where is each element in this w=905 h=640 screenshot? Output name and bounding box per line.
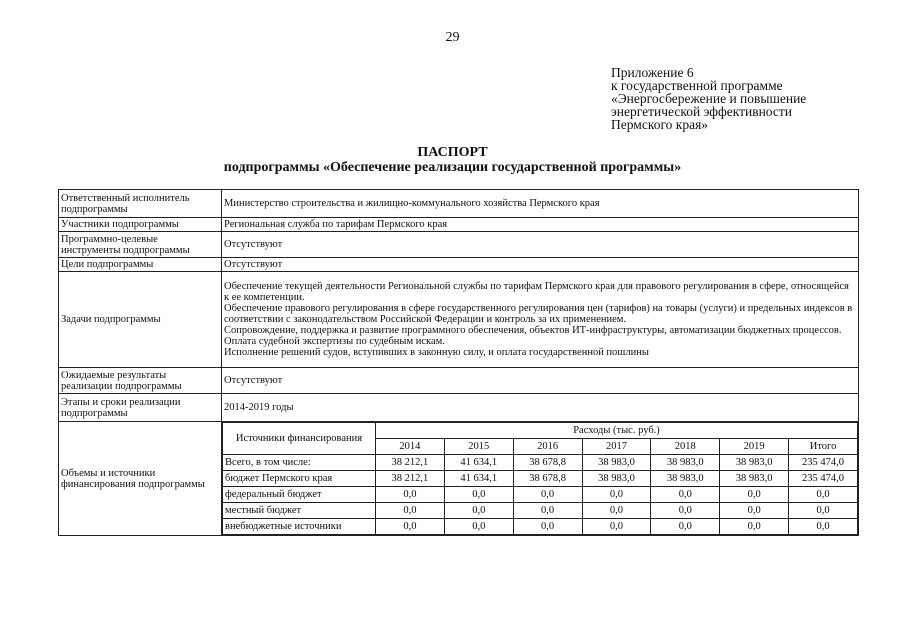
fin-row-regional (223, 471, 858, 487)
value-cell: 38 983,0 (720, 471, 789, 487)
value-cell: 0,0 (376, 519, 445, 535)
value-cell: 38 678,8 (513, 471, 582, 487)
row-value: Региональная служба по тарифам Пермского края (222, 218, 859, 232)
value-cell: 38 983,0 (582, 471, 651, 487)
value-cell: 41 634,1 (444, 455, 513, 471)
value-cell: 38 212,1 (376, 455, 445, 471)
title-line2: подпрограммы «Обеспечение реализации государственной программы» (223, 160, 682, 175)
value-cell: 0,0 (720, 503, 789, 519)
year-cell: 2016 (513, 439, 582, 455)
row-stages (59, 394, 859, 422)
row-value (222, 272, 859, 368)
value-cell: 0,0 (376, 487, 445, 503)
value-cell: 0,0 (789, 503, 858, 519)
row-financing (59, 422, 859, 536)
value-cell: 38 983,0 (651, 455, 720, 471)
fin-row-federal (223, 487, 858, 503)
value-cell: 38 983,0 (651, 471, 720, 487)
value-cell: 38 212,1 (376, 471, 445, 487)
row-label: Объемы и источники финансирования подпрограммы (59, 422, 222, 536)
year-cell: 2015 (444, 439, 513, 455)
value-cell: 0,0 (651, 519, 720, 535)
source-cell: бюджет Пермского края (223, 471, 376, 487)
row-value: Отсутствуют (222, 368, 859, 394)
passport-table (58, 189, 859, 536)
row-tasks (59, 272, 859, 368)
source-cell: федеральный бюджет (223, 487, 376, 503)
task-line: Сопровождение, поддержка и развитие программного обеспечения, объектов ИТ-инфраструктуры, автоматизации бюджетных процессов. (224, 325, 842, 336)
expenses-header: Расходы (тыс. руб.) (376, 423, 858, 439)
row-value: Министерство строительства и жилищно-коммунального хозяйства Пермского края (222, 190, 859, 218)
value-cell: 0,0 (720, 519, 789, 535)
title-line1: ПАСПОРТ (417, 145, 488, 160)
appendix-line: к государственной программе (611, 78, 783, 93)
value-cell: 235 474,0 (789, 455, 858, 471)
financing-cell (222, 422, 859, 536)
value-cell: 0,0 (651, 503, 720, 519)
year-cell: Итого (789, 439, 858, 455)
document-title (0, 145, 905, 175)
value-cell: 41 634,1 (444, 471, 513, 487)
row-label: Участники подпрограммы (59, 218, 222, 232)
value-cell: 0,0 (582, 487, 651, 503)
task-line: Исполнение решений судов, вступивших в законную силу, и оплата государственной пошлины (224, 347, 649, 358)
fin-header-row (223, 423, 858, 439)
value-cell: 0,0 (376, 503, 445, 519)
value-cell: 0,0 (444, 503, 513, 519)
value-cell: 0,0 (720, 487, 789, 503)
value-cell: 0,0 (789, 519, 858, 535)
fin-row-local (223, 503, 858, 519)
source-cell: внебюджетные источники (223, 519, 376, 535)
source-cell: местный бюджет (223, 503, 376, 519)
value-cell: 0,0 (582, 519, 651, 535)
row-label: Цели подпрограммы (59, 258, 222, 272)
sources-header: Источники финансирования (223, 423, 376, 455)
fin-row-extrabudget (223, 519, 858, 535)
task-line: Обеспечение правового регулирования в сфере государственного регулирования цен (тарифов) на товары (услуги) и предельных индексов в соответствии с законодательством Российской Федерации и контроль за их применением. (224, 303, 853, 325)
value-cell: 0,0 (513, 503, 582, 519)
value-cell: 235 474,0 (789, 471, 858, 487)
value-cell: 0,0 (513, 487, 582, 503)
value-cell: 38 983,0 (720, 455, 789, 471)
financing-table (222, 422, 858, 535)
appendix-line: Пермского края» (611, 117, 709, 132)
source-cell: Всего, в том числе: (223, 455, 376, 471)
row-goals (59, 258, 859, 272)
row-value: 2014-2019 годы (222, 394, 859, 422)
row-responsible (59, 190, 859, 218)
row-results (59, 368, 859, 394)
value-cell: 0,0 (513, 519, 582, 535)
page-number: 29 (445, 30, 460, 45)
year-cell: 2014 (376, 439, 445, 455)
fin-row-total (223, 455, 858, 471)
appendix-line: Приложение 6 (611, 65, 694, 80)
row-participants (59, 218, 859, 232)
task-line: Оплата судебной экспертизы по судебным искам. (224, 336, 445, 347)
row-value: Отсутствуют (222, 258, 859, 272)
value-cell: 38 983,0 (582, 455, 651, 471)
value-cell: 0,0 (582, 503, 651, 519)
row-label: Ответственный исполнитель подпрограммы (59, 190, 222, 218)
value-cell: 0,0 (651, 487, 720, 503)
row-label: Ожидаемые результаты реализации подпрограммы (59, 368, 222, 394)
appendix-line: «Энергосбережение и повышение (611, 91, 807, 106)
task-line: Обеспечение текущей деятельности Региональной службы по тарифам Пермского края для правового регулирования в сфере, относящейся к ее компетенции. (224, 281, 850, 303)
row-label: Задачи подпрограммы (59, 272, 222, 368)
value-cell: 0,0 (444, 487, 513, 503)
year-cell: 2018 (651, 439, 720, 455)
row-instruments (59, 232, 859, 258)
appendix-block (611, 66, 891, 131)
year-cell: 2017 (582, 439, 651, 455)
row-label: Этапы и сроки реализации подпрограммы (59, 394, 222, 422)
value-cell: 38 678,8 (513, 455, 582, 471)
year-cell: 2019 (720, 439, 789, 455)
value-cell: 0,0 (789, 487, 858, 503)
row-label: Программно-целевые инструменты подпрограммы (59, 232, 222, 258)
value-cell: 0,0 (444, 519, 513, 535)
row-value: Отсутствуют (222, 232, 859, 258)
appendix-line: энергетической эффективности (611, 104, 792, 119)
